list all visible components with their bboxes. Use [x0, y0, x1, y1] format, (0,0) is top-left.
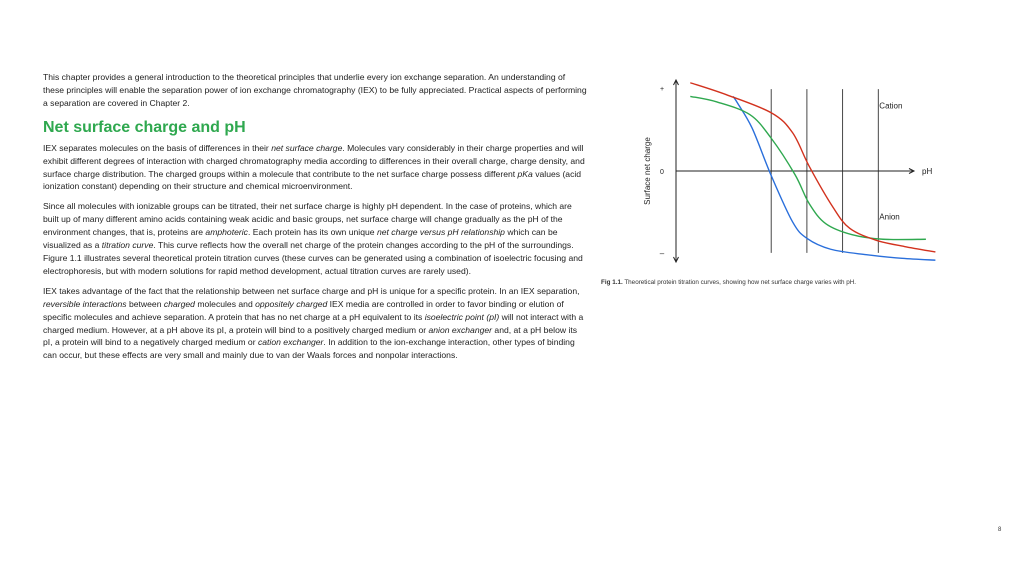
text-run: which can be visualized as a [43, 227, 558, 251]
text-run: . Each protein has its own unique [247, 227, 377, 238]
y-tick-zero: 0 [660, 169, 664, 176]
chart-labels [643, 86, 932, 258]
emphasis: anion exchanger [428, 324, 493, 335]
figure-caption [601, 279, 856, 286]
text-run: . Molecules vary considerably in their charge properties and will exhibit different degrees of interaction with charged chromatography media according to differences in their overall charge, charge density, and surface charge distribution. The charged groups within a molecule that contribute to the net surface charge possess different [43, 142, 585, 179]
text-run: and, at a pH below its pI, a protein will bind to a negatively charged medium or [43, 324, 578, 348]
emphasis: reversible interactions [43, 298, 127, 309]
y-tick-plus: + [659, 86, 665, 94]
section-heading: Net surface charge and pH [43, 118, 246, 136]
text-run: . In addition to the ion-exchange interaction, other types of binding can occur, but these effects are very small and mainly due to van der Waals forces and nonpolar interactions. [43, 337, 575, 361]
page-number: 8 [998, 527, 1002, 533]
emphasis: charged [163, 298, 195, 309]
text-run: will not interact with a charged medium. However, at a pH above its pI, a protein will bind to a positively charged medium or [43, 311, 584, 335]
body-paragraph-1 [43, 142, 588, 194]
emphasis: net surface charge [271, 142, 343, 153]
intro-paragraph: This chapter provides a general introduction to the theoretical principles that underlie every ion exchange separation. An understanding of these principles will enable the separation power of ion exchange chromatography (IEX) to be fully appreciated. Practical aspects of performing a separation are covered in Chapter 2. [43, 72, 587, 108]
annotation-anion: Anion [879, 212, 900, 222]
body-paragraph-3 [43, 285, 588, 362]
emphasis: cation exchanger [257, 337, 324, 348]
titration-chart [600, 60, 940, 280]
text-run: values (acid ionization constant) depending on their structure and chemical microenvironment. [43, 168, 582, 192]
text-run: IEX media are controlled in order to favor binding or elution of specific molecules and achieve separation. A protein that has no net charge at a pH equivalent to its [43, 298, 564, 322]
y-tick-minus: – [659, 248, 665, 258]
text-run: between [126, 298, 164, 309]
y-axis-label: Surface net charge [643, 137, 652, 205]
text-run: . This curve reflects how the overall net charge of the protein changes according to the pH of the surroundings. Figure 1.1 illustrates several theoretical protein titration curves (these curves can be generated using a combination of isoelectric focusing and electrophoresis, but with modern solutions for rapid method development, actual titration curves are rarely used). [43, 240, 583, 276]
emphasis: titration curve [101, 240, 154, 251]
titration-chart-svg [600, 60, 940, 280]
figure-caption-text: Theoretical protein titration curves, showing how net surface charge varies with pH. [622, 279, 857, 286]
series-line-blue [733, 96, 935, 260]
emphasis: net charge versus pH relationship [376, 227, 505, 238]
text-run: IEX separates molecules on the basis of differences in their [43, 142, 272, 153]
body-paragraph-2 [43, 200, 588, 277]
emphasis: oppositely charged [255, 298, 328, 309]
emphasis: isoelectric point (pI) [424, 311, 500, 322]
text-run: IEX takes advantage of the fact that the relationship between net surface charge and pH is unique for a specific protein. In an IEX separation, [43, 285, 580, 296]
figure-caption-label: Fig 1.1. [601, 279, 623, 286]
text-run: Since all molecules with ionizable groups can be titrated, their net surface charge is highly pH dependent. In the case of proteins, which are built up of many different amino acids containing weak acidic and basic groups, net surface charge will change gradually as the pH of the environment changes, that is, proteins are [43, 201, 572, 238]
main-text-column [43, 71, 588, 369]
emphasis: amphoteric [205, 227, 248, 238]
text-run: molecules and [194, 298, 256, 309]
emphasis: pKa [517, 168, 533, 179]
annotation-cation: Cation [879, 101, 903, 111]
x-axis-label: pH [922, 167, 933, 176]
